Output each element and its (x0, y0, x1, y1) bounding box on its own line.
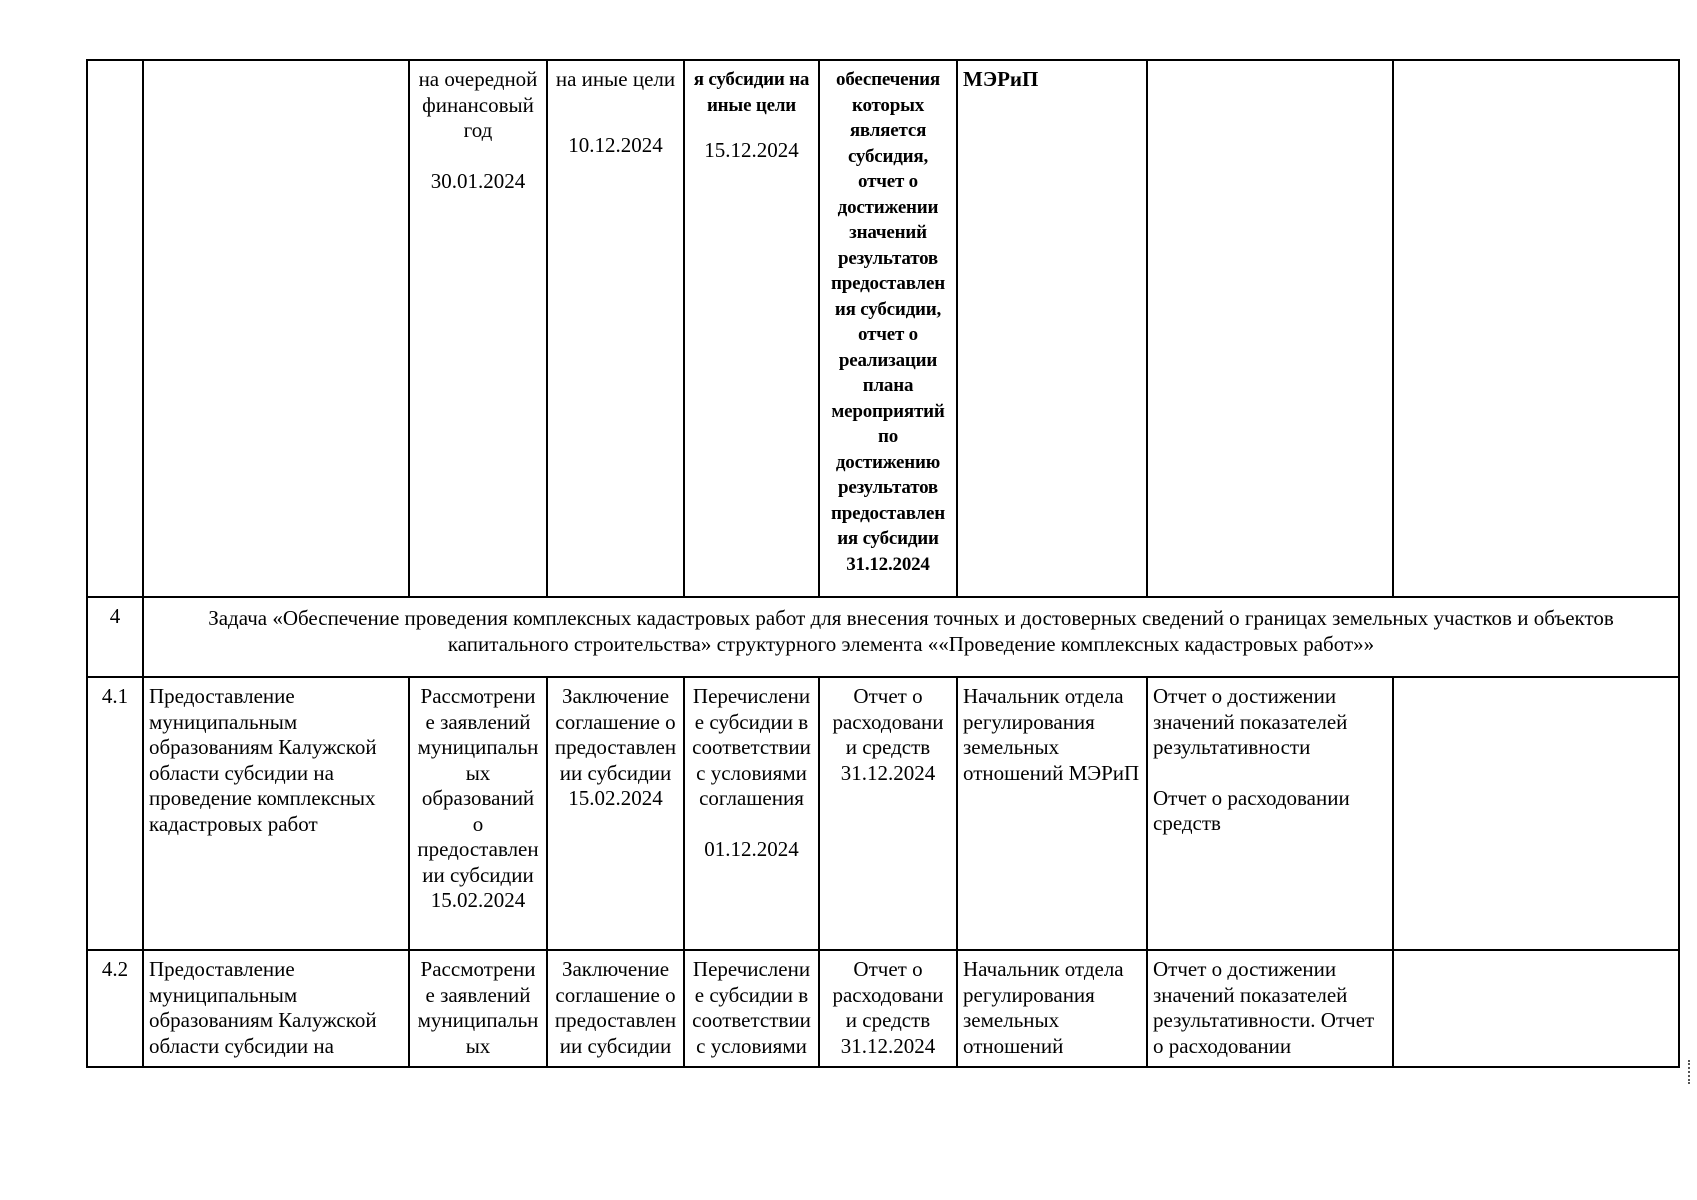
cell-name (143, 60, 409, 597)
cell-stage-2: Заключение соглашение о предоставлен ии субсидии (547, 950, 684, 1067)
cell-name: Предоставление муниципальным образованиям Калужской области субсидии на проведение комплексных кадастровых работ (143, 677, 409, 950)
cell-report (819, 677, 957, 950)
cell-text: обеспечения которых является субсидия, отчет о достижении значений результатов предоставлен ия субсидии, отчет о реализации плана мероприятий по достижению результатов предоставлен ия субсидии (831, 69, 945, 549)
cell-text: Перечислени е субсидии в соответствии с условиями соглашения (692, 684, 811, 810)
cell-stage-3 (684, 60, 819, 597)
cell-empty (1393, 677, 1679, 950)
cell-date: 15.12.2024 (704, 138, 799, 162)
cell-stage-2 (547, 677, 684, 950)
cell-number: 4 (87, 597, 143, 677)
cell-number: 4.2 (87, 950, 143, 1067)
cell-name: Предоставление муниципальным образованиям Калужской области субсидии на (143, 950, 409, 1067)
cell-number: 4.1 (87, 677, 143, 950)
cell-text: МЭРиП (963, 67, 1039, 91)
table-row (87, 597, 1679, 677)
cell-stage-1 (409, 677, 547, 950)
cell-result (1147, 677, 1393, 950)
cell-result: Отчет о достижении значений показателей результативности. Отчет о расходовании (1147, 950, 1393, 1067)
cell-empty (1393, 60, 1679, 597)
cell-text: на иные цели (555, 67, 676, 91)
scan-mark (1688, 1060, 1693, 1084)
cell-responsible: Начальник отдела регулирования земельных отношений МЭРиП (957, 677, 1147, 950)
cell-date: 15.02.2024 (430, 888, 526, 912)
cell-empty (1393, 950, 1679, 1067)
cell-stage-2 (547, 60, 684, 597)
cell-result (1147, 60, 1393, 597)
table-row (87, 950, 1679, 1067)
cell-date: 31.12.2024 (840, 760, 936, 785)
table-row (87, 677, 1679, 950)
cell-stage-1 (409, 60, 547, 597)
cell-stage-3: Перечислени е субсидии в соответствии с условиями (684, 950, 819, 1067)
cell-stage-1: Рассмотрени е заявлений муниципальн ых (409, 950, 547, 1067)
cell-date: 10.12.2024 (568, 132, 663, 157)
cell-text: Заключение соглашение о предоставлен ии субсидии (554, 684, 677, 785)
cell-text: Отчет о достижении значений показателей результативности (1153, 684, 1348, 759)
cell-date: 30.01.2024 (430, 168, 526, 193)
cell-text: Отчет о расходовании средств (1153, 785, 1350, 835)
cell-responsible: Начальник отдела регулирования земельных отношений (957, 950, 1147, 1067)
cell-number (87, 60, 143, 597)
cell-text: Отчет о расходовани и средств (832, 684, 944, 759)
cell-date: 31.12.2024 (846, 553, 930, 575)
document-table (86, 59, 1680, 1068)
cell-date: 01.12.2024 (704, 836, 799, 861)
cell-text: на очередной финансовый год (418, 67, 538, 142)
cell-text: я субсидии на иные цели (693, 69, 810, 116)
cell-responsible (957, 60, 1147, 597)
task-title: Задача «Обеспечение проведения комплексных кадастровых работ для внесения точных и достоверных сведений о границах земельных участков и объектов капитального строительства» структурного элемента ««Проведение комплексных кадастровых работ»» (143, 597, 1679, 677)
cell-stage-3 (684, 677, 819, 950)
cell-report (819, 60, 957, 597)
cell-text: Рассмотрени е заявлений муниципальн ых образований о предоставлен ии субсидии (417, 684, 539, 887)
table-row (87, 60, 1679, 597)
cell-date: 15.02.2024 (568, 786, 663, 810)
cell-report: Отчет о расходовани и средств 31.12.2024 (819, 950, 957, 1067)
